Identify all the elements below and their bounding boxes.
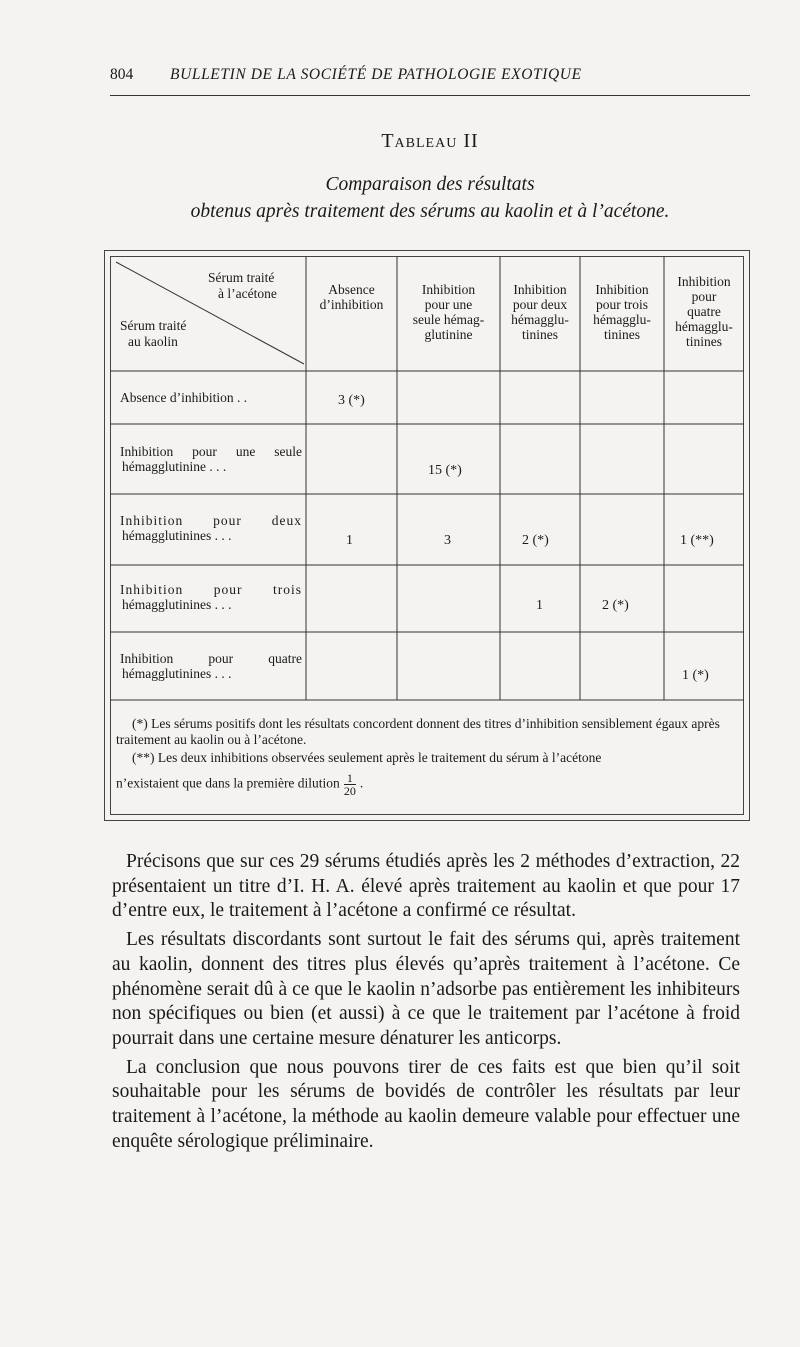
- cell-r3-c1: 1: [346, 533, 353, 548]
- cell-r3-c5: 1 (**): [680, 533, 714, 548]
- fraction: $\frac{1}{20}$: [343, 771, 356, 798]
- row-label-two: Inhibition pour deux hémagglutinines . . .: [120, 513, 302, 543]
- row-label-three: Inhibition pour trois hémagglutinines . . .: [120, 582, 302, 612]
- cell-r2-c2: 15 (*): [428, 463, 462, 478]
- cell-r4-c4: 2 (*): [602, 598, 629, 613]
- col-header-one: Inhibition pour une seule hémag- glutinine: [412, 282, 485, 342]
- corner-label-top-line1: Sérum traité: [208, 270, 275, 285]
- col-header-three: Inhibition pour trois hémagglu- tinines: [593, 282, 651, 342]
- body-text: [112, 850, 740, 1154]
- paragraph-3: La conclusion que nous pouvons tirer de ces faits est que bien qu’il soit souhaitable pour les sérums de bovidés de contrôler les résultats par leur traitement à l’acétone, la méthode au kaolin demeure valable pour effectuer une enquête sérologique préliminaire.: [112, 1056, 740, 1152]
- cell-r4-c3: 1: [536, 598, 543, 613]
- running-title: BULLETIN DE LA SOCIÉTÉ DE PATHOLOGIE EXOTIQUE: [170, 66, 582, 83]
- cell-r3-c3: 2 (*): [522, 533, 549, 548]
- cell-r5-c5: 1 (*): [682, 668, 709, 683]
- cell-r3-c2: 3: [444, 533, 451, 548]
- paragraph-1: Précisons que sur ces 29 sérums étudiés après les 2 méthodes d’extraction, 22 présentaient un titre d’I. H. A. élevé après traitement au kaolin et que pour 17 d’entre eux, le traitement à l’acétone a confirmé ce résultat.: [112, 851, 740, 922]
- table-footnote-3: n’existaient que dans la première dilution $\frac{1}{20}$ .: [116, 771, 364, 798]
- row-label-four: Inhibition pour quatre hémagglutinines . . .: [120, 651, 302, 681]
- row-label-one: Inhibition pour une seule hémagglutinine . . .: [120, 444, 302, 474]
- corner-label-bottom-line2: au kaolin: [128, 334, 178, 349]
- paragraph-2: Les résultats discordants sont surtout le fait des sérums qui, après traitement au kaolin, donnent des titres plus élevés qu’après traitement à l’acétone. Ce phénomène serait dû à ce que le kaolin n’adsorbe pas entièrement les inhibiteurs non spécifiques ou bien (et aussi) à ce que le traitement par l’acétone à froid pourrait dans une certaine mesure dénaturer les anticorps.: [112, 929, 740, 1049]
- table-footnote-2: (**) Les deux inhibitions observées seulement après le traitement du sérum à l’acétone: [132, 750, 602, 765]
- table-caption-line1: Comparaison des résultats: [325, 174, 535, 195]
- col-header-two: Inhibition pour deux hémagglu- tinines: [511, 282, 569, 342]
- corner-label-bottom-line1: Sérum traité: [120, 318, 187, 333]
- table-title: Tableau II: [381, 130, 479, 152]
- table-caption-line2: obtenus après traitement des sérums au kaolin et à l’acétone.: [190, 201, 670, 222]
- row-label-absence: Absence d’inhibition . .: [120, 390, 248, 405]
- page-number: 804: [110, 66, 134, 83]
- table-footnote-1: (*) Les sérums positifs dont les résultats concordent donnent des titres d’inhibition sensiblement égaux après traitement au kaolin ou à l’acétone.: [116, 716, 720, 747]
- col-header-absence: Absence d’inhibition: [319, 282, 384, 312]
- col-header-four: Inhibition pour quatre hémagglu- tinines: [675, 274, 733, 349]
- cell-r1-c1: 3 (*): [338, 393, 365, 408]
- corner-label-top-line2: à l’acétone: [218, 286, 277, 301]
